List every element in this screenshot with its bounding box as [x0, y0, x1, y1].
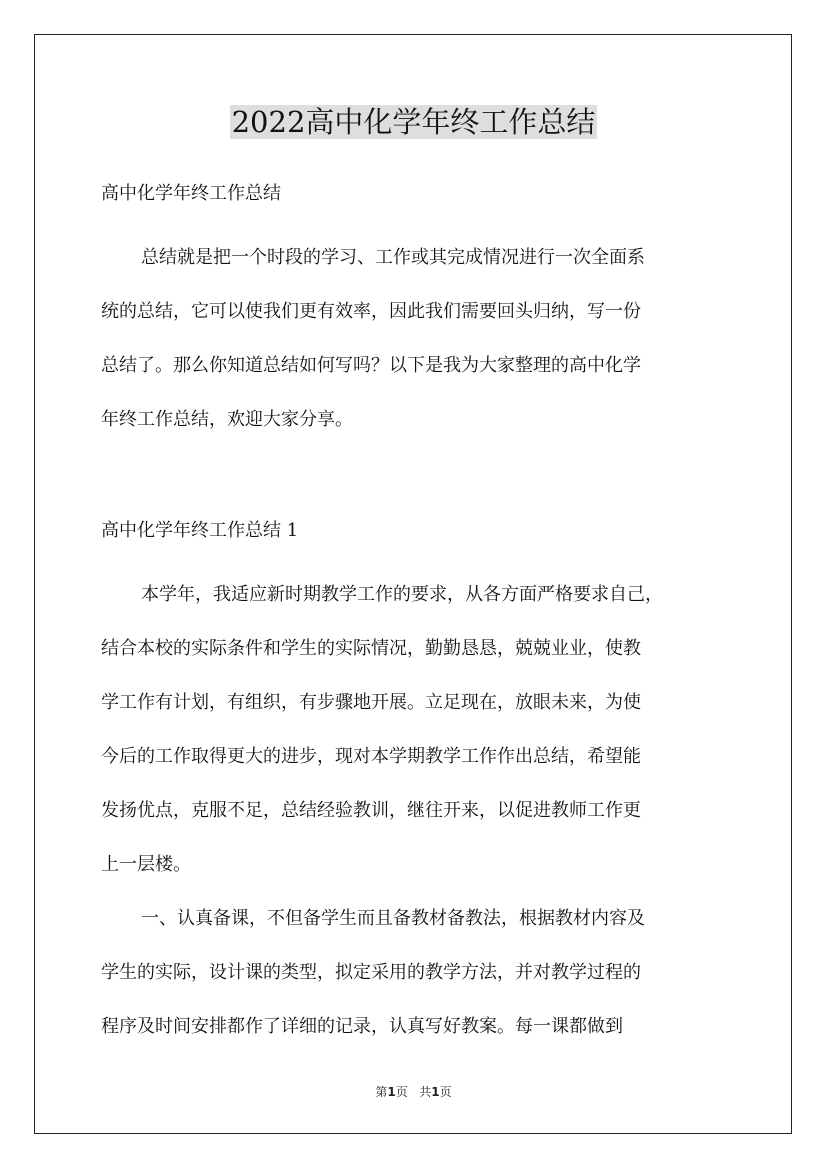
section1-heading: 高中化学年终工作总结 1: [101, 520, 299, 541]
page-number-current: 1: [387, 1085, 396, 1099]
document-title-text: 2022高中化学年终工作总结: [231, 105, 596, 139]
paragraph-line: 年终工作总结，欢迎大家分享。: [101, 409, 353, 430]
section1-paragraph-1: [101, 568, 731, 892]
paragraph-line: 学工作有计划，有组织，有步骤地开展。立足现在，放眼未来，为使: [101, 692, 641, 713]
paragraph-line: 上一层楼。: [101, 854, 191, 875]
intro-paragraph: [101, 231, 731, 447]
section1-paragraph-2: [101, 892, 731, 1054]
page-number-total: 1: [431, 1085, 440, 1099]
paragraph-line: 总结就是把一个时段的学习、工作或其完成情况进行一次全面系: [141, 247, 645, 268]
paragraph-line: 发扬优点，克服不足，总结经验教训，继往开来，以促进教师工作更: [101, 800, 641, 821]
page-number-prefix: 第: [375, 1085, 388, 1099]
paragraph-line: 结合本校的实际条件和学生的实际情况，勤勤恳恳，兢兢业业，使教: [101, 638, 641, 659]
page-number-suffix: 页: [439, 1085, 452, 1099]
paragraph-line: 程序及时间安排都作了详细的记录，认真写好教案。每一课都做到: [101, 1016, 623, 1037]
paragraph-line: 今后的工作取得更大的进步，现对本学期教学工作作出总结，希望能: [101, 746, 641, 767]
page-footer: [0, 1083, 827, 1100]
document-body: [101, 176, 731, 1054]
paragraph-line: 学生的实际，设计课的类型，拟定采用的教学方法，并对教学过程的: [101, 962, 641, 983]
paragraph-line: 总结了。那么你知道总结如何写吗？以下是我为大家整理的高中化学: [101, 355, 641, 376]
page-number-mid: 页 共: [395, 1085, 432, 1099]
paragraph-line: 本学年，我适应新时期教学工作的要求，从各方面严格要求自己，: [141, 584, 663, 605]
document-title: [0, 100, 827, 144]
paragraph-line: 一、认真备课，不但备学生而且备教材备教法，根据教材内容及: [141, 908, 645, 929]
intro-heading: 高中化学年终工作总结: [101, 183, 281, 204]
paragraph-line: 统的总结，它可以使我们更有效率，因此我们需要回头归纳，写一份: [101, 301, 641, 322]
